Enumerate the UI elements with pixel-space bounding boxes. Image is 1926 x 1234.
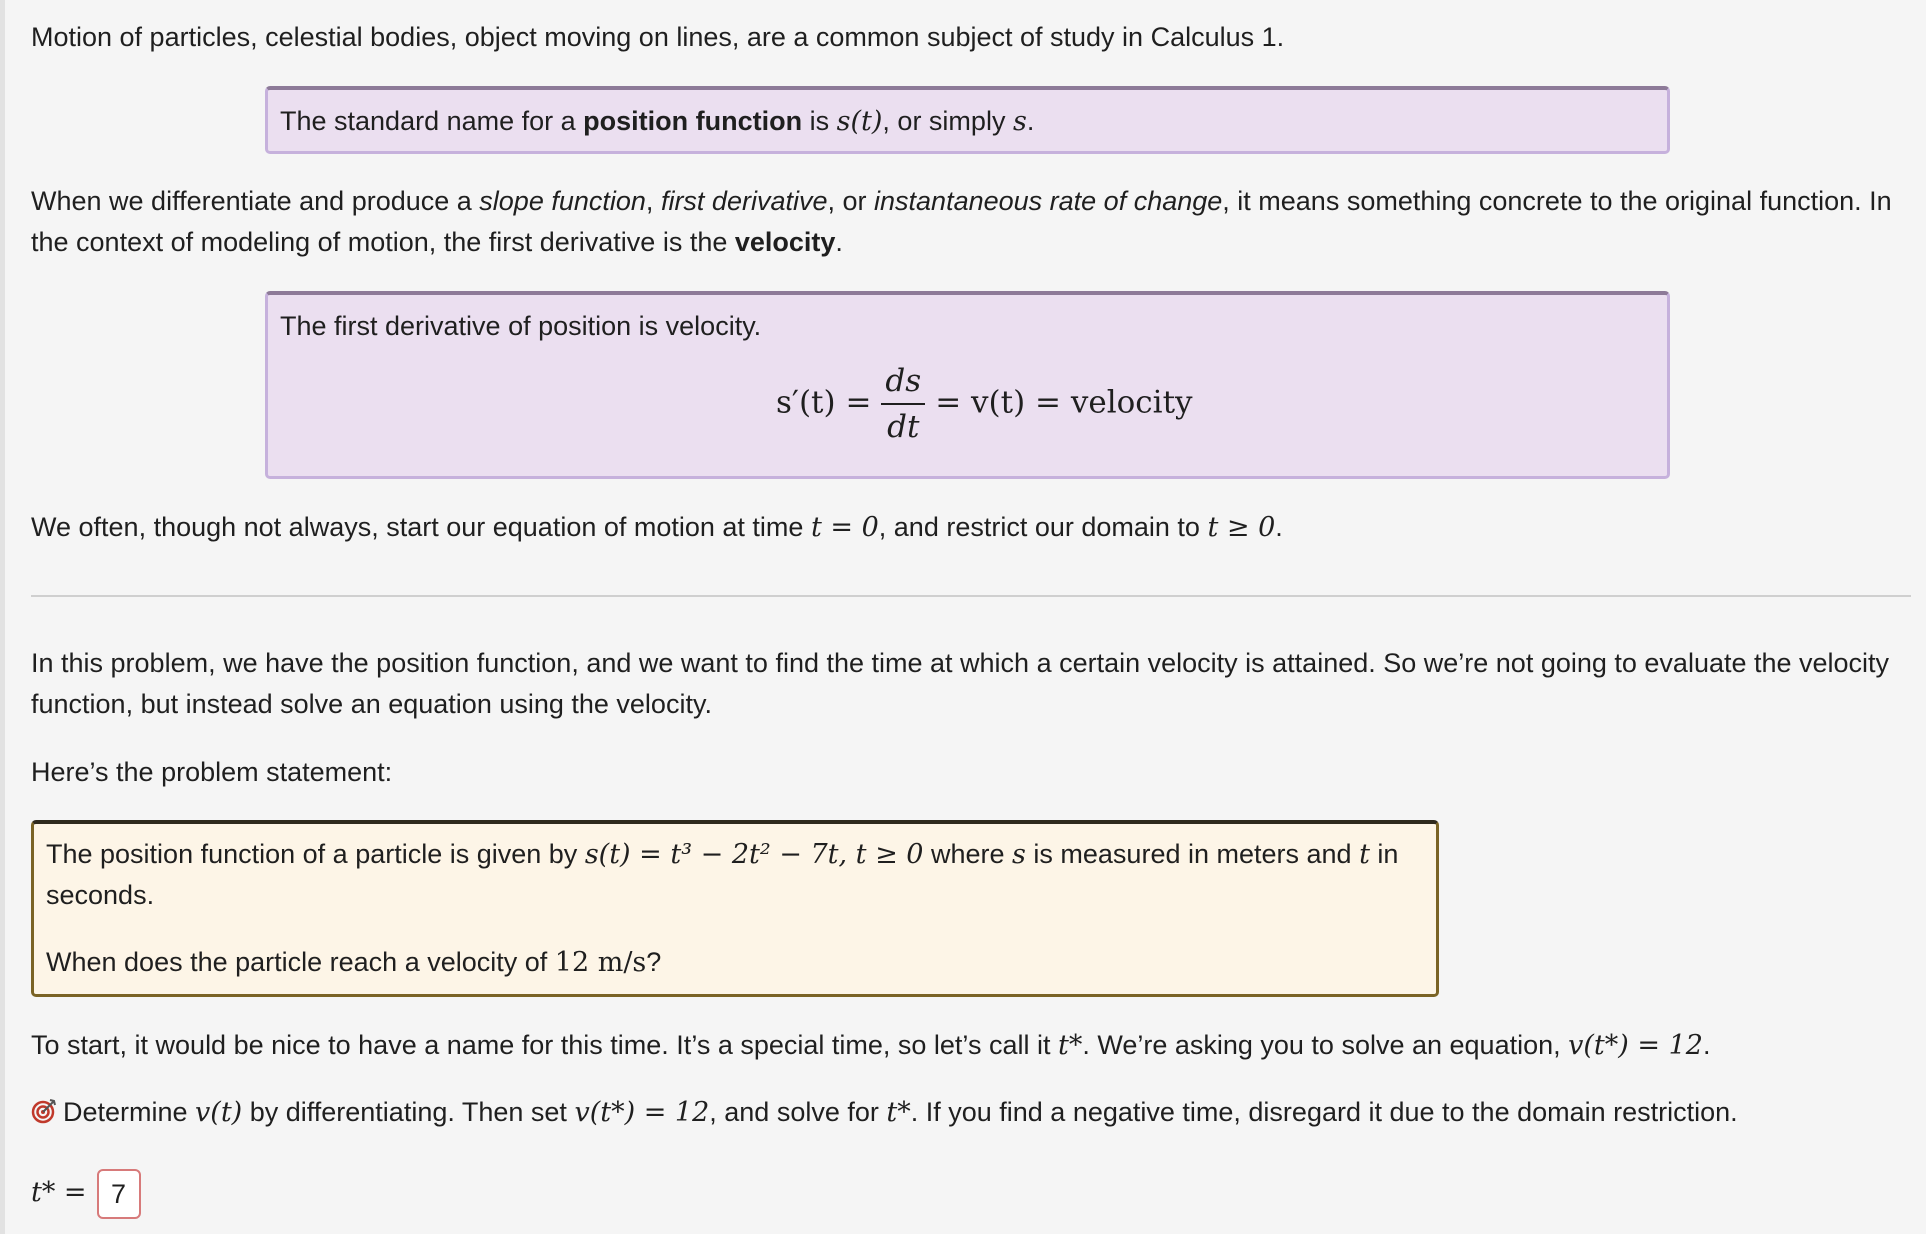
divider xyxy=(31,595,1911,597)
problem-intro: In this problem, we have the position function, and we want to find the time at which a certain velocity is attained. So we’re not going to evaluate the velocity function, but instead solve an equation using the velocity. xyxy=(31,648,1890,719)
term-position-function: position function xyxy=(583,106,803,136)
derivative-paragraph: When we differentiate and produce a slope function, first derivative, or instantaneous rate of change, it means something concrete to the original function. In the context of modeling of motion, the first derivative is the velocity. xyxy=(31,186,1892,257)
domain-note: We often, though not always, start our equation of motion at time t = 0, and restrict our domain to t ≥ 0. xyxy=(31,512,1283,543)
velocity-box xyxy=(265,291,1670,479)
answer-input[interactable]: 7 xyxy=(97,1169,141,1219)
math-s: s xyxy=(1012,106,1027,137)
answer-row xyxy=(31,1165,1896,1220)
task-instruction: Determine v(t) by differentiating. Then set v(t*) = 12, and solve for t*. If you find a negative time, disregard it due to the domain restriction. xyxy=(31,1092,1896,1133)
math-s-of-t: s(t) xyxy=(836,106,883,137)
ds-dt-fraction: $\frac{ds}{dt}$ xyxy=(881,363,925,445)
answer-label: t* = xyxy=(31,1177,87,1208)
target-icon xyxy=(31,1095,57,1121)
definition-box xyxy=(265,86,1670,154)
definition-text: The standard name for a position function is s(t), or simply s. xyxy=(280,106,1035,137)
term-velocity: velocity xyxy=(734,227,836,257)
start-paragraph: To start, it would be nice to have a name for this time. It’s a special time, so let’s call it t*. We’re asking you to solve an equation, v(t*) = 12. xyxy=(31,1030,1711,1061)
problem-box xyxy=(31,820,1439,997)
problem-statement: The position function of a particle is given by s(t) = t³ − 2t² − 7t, t ≥ 0 where s is measured in meters and t in seconds. xyxy=(46,839,1399,910)
velocity-formula: s′(t) = $\frac{ds}{dt}$ = v(t) = velocity xyxy=(776,363,1193,445)
velocity-box-title: The first derivative of position is velocity. xyxy=(280,311,762,341)
statement-label: Here’s the problem statement: xyxy=(31,757,393,787)
intro-text: Motion of particles, celestial bodies, object moving on lines, are a common subject of study in Calculus 1. xyxy=(31,22,1285,52)
problem-question: When does the particle reach a velocity of 12 m/s? xyxy=(46,947,662,978)
